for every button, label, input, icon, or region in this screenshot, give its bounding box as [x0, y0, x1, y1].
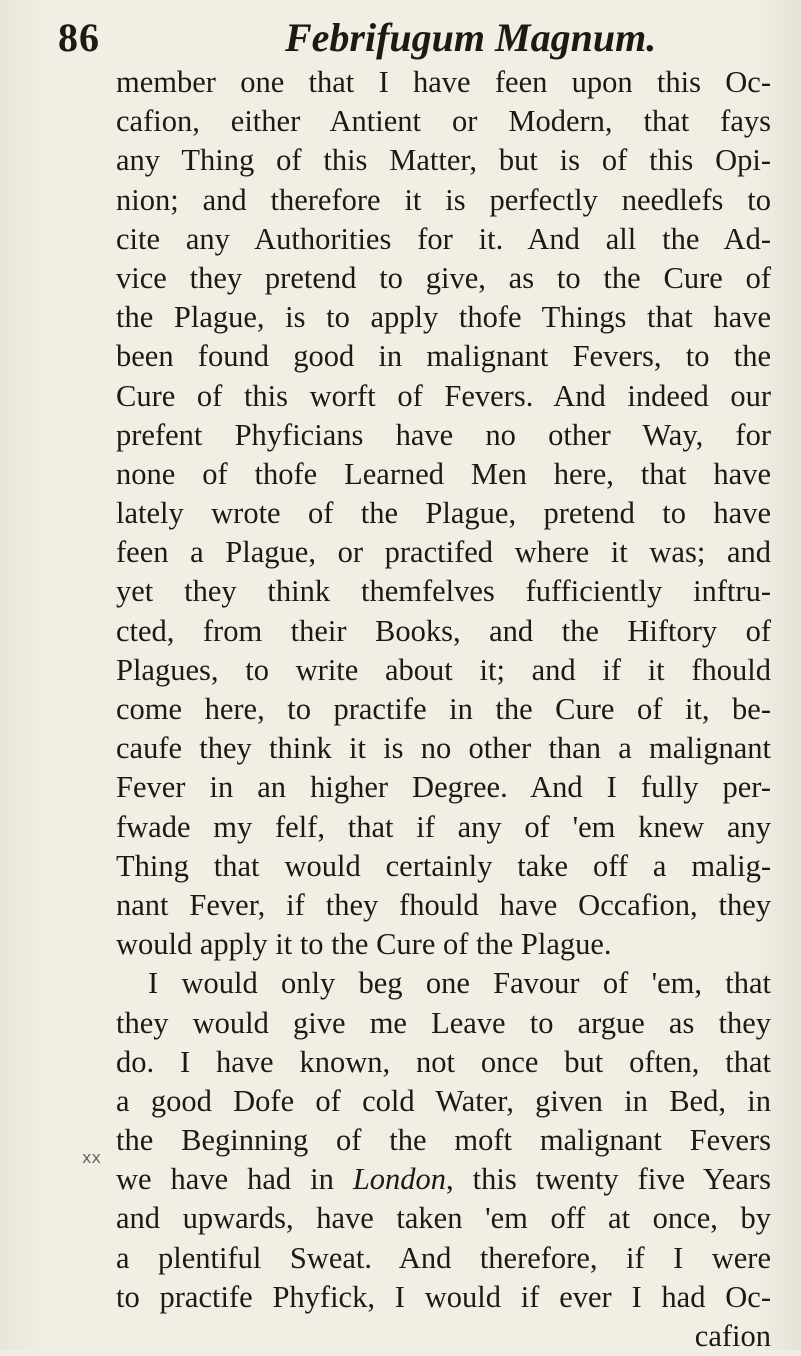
- text-line: member one that I have feen upon this Oc-: [116, 65, 771, 99]
- text-line: to practife Phyfick, I would if ever I had Oc-: [116, 1279, 771, 1314]
- text-line: lately wrote of the Plague, pretend to have: [116, 496, 771, 531]
- text-line: cafion, either Antient or Modern, that fays: [116, 104, 771, 139]
- text-line: Cure of this worft of Fevers. And indeed our: [116, 378, 771, 413]
- text-line: any Thing of this Matter, but is of this Opi-: [116, 143, 771, 178]
- text-line: none of thofe Learned Men here, that have: [116, 456, 771, 491]
- text-line: yet they think themfelves fufficiently inftru-: [116, 574, 771, 609]
- text-line: Plagues, to write about it; and if it fhould: [116, 652, 771, 687]
- text-line: nion; and therefore it is perfectly needlefs to: [116, 182, 771, 217]
- text-line: they would give me Leave to argue as they: [116, 1005, 771, 1040]
- text-line: [116, 1160, 771, 1199]
- text-line: come here, to practife in the Cure of it, be-: [116, 692, 771, 726]
- text-line: do. I have known, not once but often, that: [116, 1044, 771, 1079]
- text-line: and upwards, have taken 'em off at once, by: [116, 1201, 771, 1236]
- text-line: the Beginning of the moft malignant Fevers: [116, 1123, 771, 1158]
- text-line: feen a Plague, or practifed where it was; and: [116, 535, 771, 570]
- running-head: Febrifugum Magnum.: [285, 15, 657, 60]
- text-line: vice they pretend to give, as to the Cure of: [116, 260, 771, 295]
- text-line: fwade my felf, that if any of 'em knew any: [116, 809, 771, 844]
- text-line: Thing that would certainly take off a malig-: [116, 848, 771, 883]
- text-line: would apply it to the Cure of the Plague.: [116, 927, 612, 962]
- catchword: cafion: [694, 1319, 771, 1353]
- text-line: a plentiful Sweat. And therefore, if I were: [116, 1240, 771, 1275]
- body-text: [116, 63, 771, 1356]
- margin-annotation: xx: [82, 1148, 101, 1167]
- page-header: [0, 8, 801, 64]
- text-line: the Plague, is to apply thofe Things that have: [116, 300, 771, 335]
- text-line: nant Fever, if they fhould have Occafion, they: [116, 887, 771, 922]
- text-line: caufe they think it is no other than a malignant: [116, 731, 771, 766]
- page-number: 86: [58, 15, 100, 60]
- text-line: prefent Phyficians have no other Way, for: [116, 417, 771, 452]
- text-line: been found good in malignant Fevers, to the: [116, 339, 771, 374]
- place-name-italic: London: [352, 1162, 447, 1197]
- text-line: Fever in an higher Degree. And I fully per-: [116, 770, 771, 805]
- paragraph-first-line: I would only beg one Favour of 'em, that: [148, 966, 771, 1001]
- text-line: cite any Authorities for it. And all the Ad-: [116, 221, 771, 256]
- text-segment: , this twenty five Years: [446, 1162, 771, 1197]
- text-line: a good Dofe of cold Water, given in Bed, in: [116, 1083, 771, 1118]
- text-line: cted, from their Books, and the Hiftory of: [116, 613, 771, 648]
- text-segment: we have had in: [116, 1162, 353, 1197]
